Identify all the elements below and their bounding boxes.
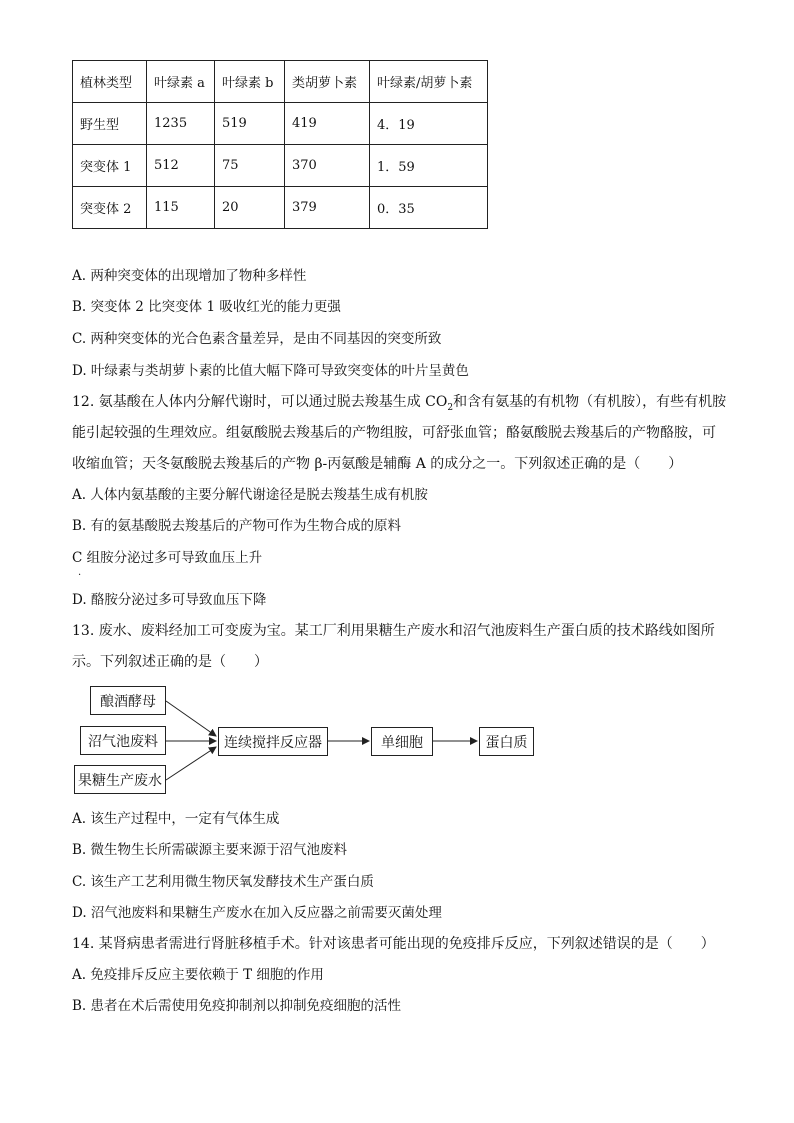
q12-option-c: C 组胺分泌过多可导致血压上升 — [72, 550, 263, 566]
q12-stem-line3: 收缩血管；天冬氨酸脱去羧基后的产物 β-丙氨酸是辅酶 A 的成分之一。下列叙述正确的是（ ） — [72, 456, 683, 472]
stray-dot: . — [78, 567, 82, 578]
table-cell: 370 — [285, 145, 370, 187]
table-cell: 1．59 — [370, 145, 488, 187]
q12-stem-line2: 能引起较强的生理效应。组氨酸脱去羧基后的产物组胺，可舒张血管；酪氨酸脱去羧基后的产物酪胺，可 — [72, 425, 716, 441]
input-fructose-wastewater-box: 果糖生产废水 — [74, 765, 166, 794]
q13-option-c: C. 该生产工艺利用微生物厌氧发酵技术生产蛋白质 — [72, 874, 374, 890]
table-cell: 512 — [147, 145, 215, 187]
table-cell: 1235 — [147, 103, 215, 145]
table-cell: 突变体 1 — [73, 145, 147, 187]
q14-option-b: B. 患者在术后需使用免疫抑制剂以抑制免疫细胞的活性 — [72, 998, 402, 1014]
q11-option-b: B. 突变体 2 比突变体 1 吸收红光的能力更强 — [72, 299, 341, 315]
input-biogas-waste-box: 沼气池废料 — [80, 726, 166, 755]
q12-stem-text-a: 12. 氨基酸在人体内分解代谢时，可以通过脱去羧基生成 CO — [72, 394, 448, 410]
table-header: 叶绿素/胡萝卜素 — [370, 61, 488, 103]
q12-option-d: D. 酪胺分泌过多可导致血压下降 — [72, 592, 267, 608]
table-header: 植林类型 — [73, 61, 147, 103]
table-header: 类胡萝卜素 — [285, 61, 370, 103]
reactor-box: 连续搅拌反应器 — [218, 727, 328, 756]
q12-option-b: B. 有的氨基酸脱去羧基后的产物可作为生物合成的原料 — [72, 518, 402, 534]
single-cell-box: 单细胞 — [371, 727, 433, 756]
table-cell: 115 — [147, 187, 215, 229]
table-header: 叶绿素 b — [215, 61, 285, 103]
q12-stem-text-b: 和含有氨基的有机物（有机胺），有些有机胺 — [453, 394, 727, 410]
table-cell: 4．19 — [370, 103, 488, 145]
q11-option-a: A. 两种突变体的出现增加了物种多样性 — [72, 268, 307, 284]
q13-option-b: B. 微生物生长所需碳源主要来源于沼气池废料 — [72, 842, 348, 858]
q13-stem-line1: 13. 废水、废料经加工可变废为宝。某工厂利用果糖生产废水和沼气池废料生产蛋白质的技术路线如图所 — [72, 623, 715, 639]
table-cell: 0．35 — [370, 187, 488, 229]
table-cell: 419 — [285, 103, 370, 145]
table-cell: 519 — [215, 103, 285, 145]
table-cell: 20 — [215, 187, 285, 229]
q12-co2-subscript: 2 — [447, 402, 454, 413]
q14-stem-line1: 14. 某肾病患者需进行肾脏移植手术。针对该患者可能出现的免疫排斥反应，下列叙述错误的是（ ） — [72, 936, 715, 952]
table-cell: 379 — [285, 187, 370, 229]
q13-stem-line2: 示。下列叙述正确的是（ ） — [72, 654, 268, 670]
arrow-yeast-to-reactor — [166, 701, 216, 736]
q13-option-d: D. 沼气池废料和果糖生产废水在加入反应器之前需要灭菌处理 — [72, 905, 442, 921]
table-cell: 突变体 2 — [73, 187, 147, 229]
q11-option-c: C. 两种突变体的光合色素含量差异，是由不同基因的突变所致 — [72, 331, 442, 347]
table-cell: 75 — [215, 145, 285, 187]
input-yeast-box: 酿酒酵母 — [90, 686, 166, 715]
protein-box: 蛋白质 — [479, 727, 534, 756]
table-cell: 野生型 — [73, 103, 147, 145]
q14-option-a: A. 免疫排斥反应主要依赖于 T 细胞的作用 — [72, 967, 324, 983]
q11-option-d: D. 叶绿素与类胡萝卜素的比值大幅下降可导致突变体的叶片呈黄色 — [72, 363, 469, 379]
table-header: 叶绿素 a — [147, 61, 215, 103]
arrow-wastewater-to-reactor — [166, 747, 216, 780]
q13-option-a: A. 该生产过程中，一定有气体生成 — [72, 811, 280, 827]
q12-option-a: A. 人体内氨基酸的主要分解代谢途径是脱去羧基生成有机胺 — [72, 487, 428, 503]
